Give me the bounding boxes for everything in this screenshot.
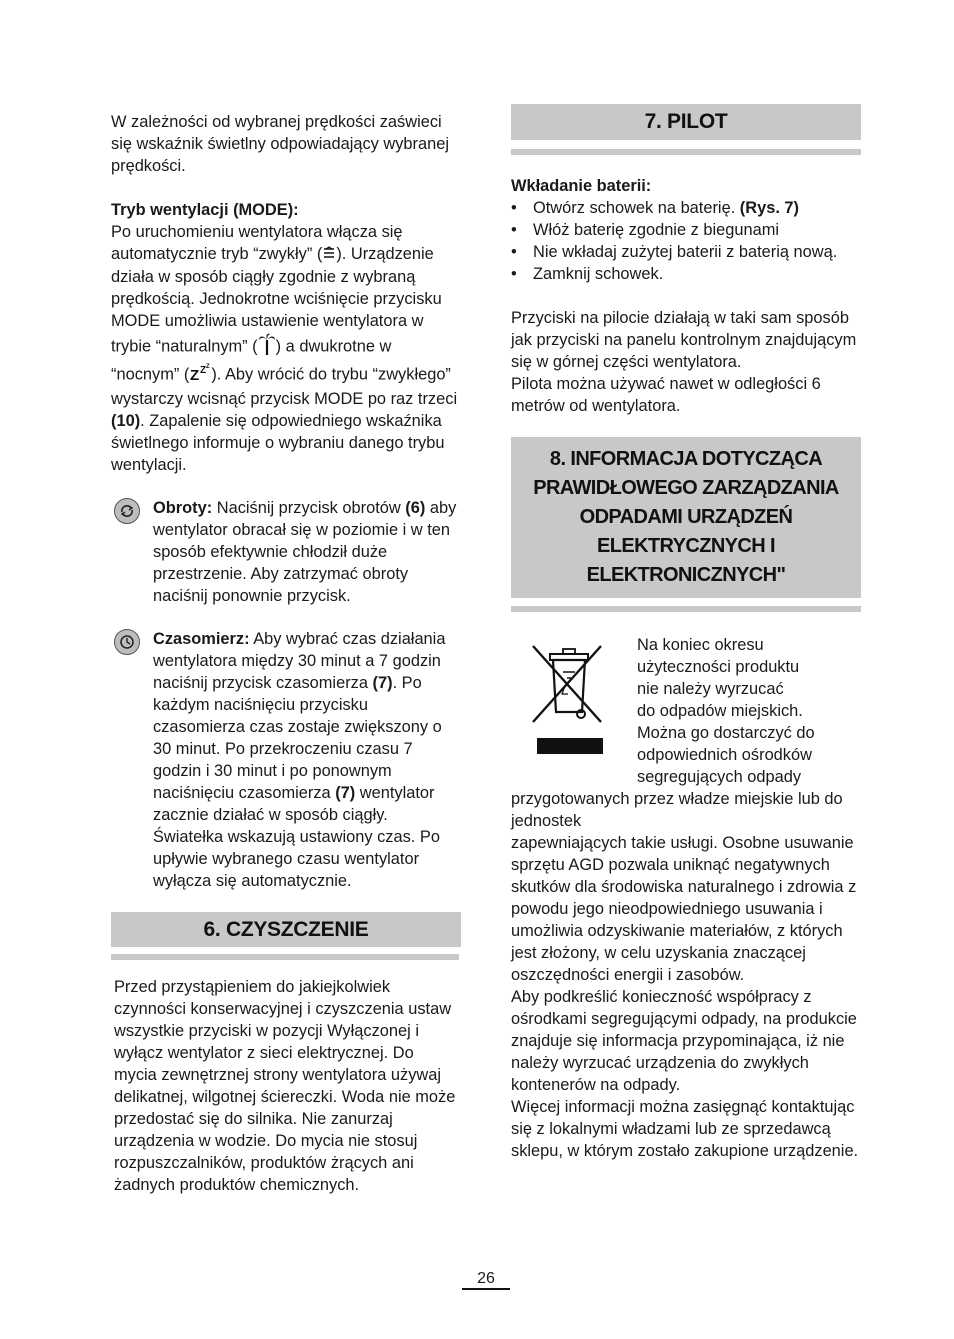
oscillation-section <box>111 497 459 607</box>
weee-heading-line: ELEKTRYCZNYCH I ELEKTRONICZNYCH" <box>586 535 786 586</box>
weee-side-line: segregujących odpady <box>637 768 802 786</box>
weee-heading-line: ODPADAMI URZĄDZEŃ <box>579 506 793 528</box>
weee-heading <box>511 437 861 598</box>
weee-side-line: Można go dostarczyć do <box>637 724 815 742</box>
weee-side-line: użyteczności produktu <box>637 658 800 676</box>
natural-mode-palm-icon <box>258 332 276 362</box>
weee-block <box>511 634 861 788</box>
weee-side-line: do odpadów miejskich. <box>637 702 803 720</box>
weee-paragraph: Aby podkreślić konieczność współpracy z ośrodkami segregującymi odpady, na produkcie znajduje się informacja przypominająca, iż nie należy wyrzucać urządzenia do zwykłych kontenerów na odpady. <box>511 988 857 1094</box>
speed-indicator-text: W zależności od wybranej prędkości zaświeci się wskaźnik świetlny odpowiadający wybranej prędkości. <box>111 113 449 175</box>
page-number-rule <box>462 1288 510 1290</box>
oscillation-button-icon <box>114 498 140 524</box>
crossed-out-wheelie-bin-icon <box>529 642 609 757</box>
svg-text:Z: Z <box>190 366 200 382</box>
page-number: 26 <box>477 1270 495 1287</box>
weee-heading-line: 8. INFORMACJA DOTYCZĄCA <box>549 448 823 470</box>
pilot-heading: 7. PILOT <box>511 104 861 140</box>
list-item: • Włóż baterię zgodnie z biegunami <box>511 219 861 241</box>
batteries-title: Wkładanie baterii: <box>511 177 652 195</box>
cleaning-heading: 6. CZYSZCZENIE <box>111 912 461 947</box>
weee-side-line: Na koniec okresu <box>637 636 764 654</box>
night-mode-zzz-icon <box>189 362 211 388</box>
weee-paragraph: zapewniających takie usługi. Osobne usuwanie sprzętu AGD pozwala uniknąć negatywnych skutków dla środowiska naturalnego i zdrowia z powodu jego nieodpowiedniego usuwania i umożliwia odzyskiwanie materiałów, z których jest złożony, w celu uzyskania znaczącej oszczędności energii i zasobów. <box>511 834 857 984</box>
normal-mode-icon <box>322 244 336 266</box>
oscillation-text: Obroty: Naciśnij przycisk obrotów (6) aby wentylator obracał się w poziomie i w ten sposób efektywnie chłodził duże przestrzenie. Aby zatrzymać obroty naciśnij ponownie przycisk. <box>153 498 457 605</box>
timer-button-icon <box>114 629 140 655</box>
right-column <box>511 104 861 1162</box>
mode-paragraph: Po uruchomieniu wentylatora włącza się automatycznie tryb “zwykły” ( ). Urządzenie działa w sposób ciągły zgodnie z wybraną prędkością. Jednokrotne wciśnięcie przycisku MODE umożliwia ustawienie wentylatora w trybie “naturalnym” ( ) a dwukrotne w “nocnym” ( Z Z Z ). Aby wrócić do trybu “zwykłego” wystarczy wcisnąć przycisk MODE po raz trzeci (10). Zapalenie się odpowiedniego wskaźnika świetlnego informuje o wybraniu danego trybu wentylacji. <box>111 223 458 474</box>
list-item: • Zamknij schowek. <box>511 263 861 285</box>
pilot-range-text: Pilota można używać nawet w odległości 6 metrów od wentylatora. <box>511 375 821 415</box>
cleaning-text: Przed przystąpieniem do jakiejkolwiek czynności konserwacyjnej i czyszczenia ustaw wszystkie przyciski w pozycji Wyłączonej i wyłącz wentylator z sieci elektrycznej. Do mycia zewnętrznej strony wentylatora używaj delikatnej, wilgotnej ściereczki. Woda nie może przedostać się do silnika. Nie zanurzaj urządzenia w wodzie. Do mycia nie stosuj rozpuszczalników, produktów żrących ani żadnych produktów chemicznych. <box>114 977 456 1194</box>
svg-text:Z: Z <box>200 364 207 376</box>
weee-paragraph: przygotowanych przez władze miejskie lub do jednostek <box>511 790 843 830</box>
timer-text: Czasomierz: Aby wybrać czas działania wentylatora między 30 minut a 7 godzin naciśnij przycisk czasomierza (7). Po każdym naciśnięciu przycisku czasomierza czas zostaje zwiększony o 30 minut. Po przekroczeniu czasu 7 godzin i 30 minut i po ponownym naciśnięciu czasomierza (7) wentylator zacznie działać w sposób ciągły. Światełka wskazują ustawiony czas. Po upływie wybranego czasu wentylator wyłącza się automatycznie. <box>153 629 446 890</box>
timer-section <box>111 628 459 892</box>
left-column <box>111 111 459 1196</box>
svg-text:Z: Z <box>206 363 210 370</box>
list-item: • Nie wkładaj zużytej baterii z baterią nową. <box>511 241 861 263</box>
mode-title: Tryb wentylacji (MODE): <box>111 201 299 219</box>
list-item: • Otwórz schowek na baterię. (Rys. 7) <box>511 197 861 219</box>
weee-paragraph: Więcej informacji można zasięgnąć kontaktując się z lokalnymi władzami lub ze sprzedawcą sklepu, w którym zostało zakupione urządzenie. <box>511 1098 859 1160</box>
weee-side-line: nie należy wyrzucać <box>637 680 784 698</box>
weee-heading-line: PRAWIDŁOWEGO ZARZĄDZANIA <box>533 477 839 499</box>
pilot-text: Przyciski na pilocie działają w taki sam sposób jak przyciski na panelu kontrolnym znajdującym się w górnej części wentylatora. <box>511 309 857 371</box>
weee-side-line: odpowiednich ośrodków <box>637 746 812 764</box>
batteries-list <box>511 197 861 285</box>
